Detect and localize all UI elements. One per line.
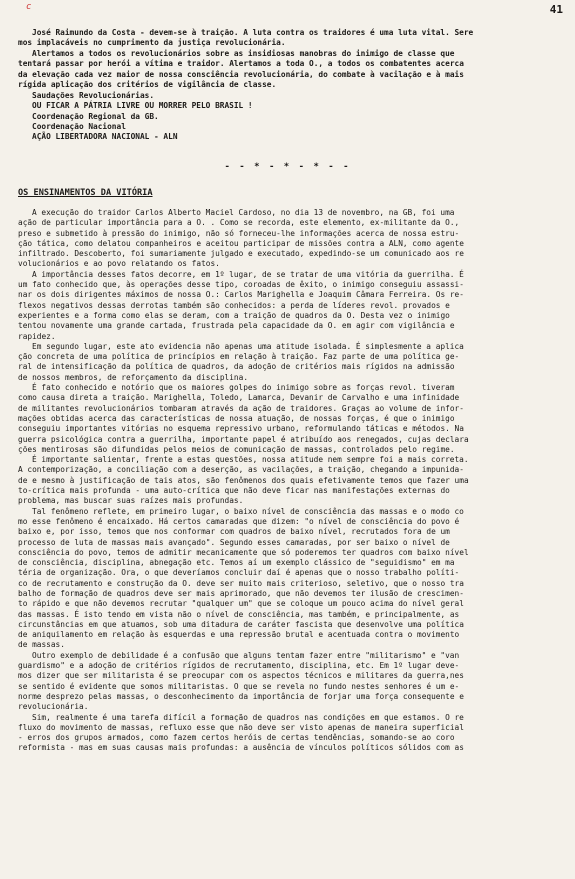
section-separator: - - * - * - * - - (224, 162, 351, 172)
closing-line: AÇÃO LIBERTADORA NACIONAL - ALN (32, 132, 178, 142)
text-line: Sim, realmente é uma tarefa difícil a formação de quadros nas condições em que estamos. O re (32, 712, 464, 722)
body-paragraph (18, 270, 574, 342)
text-line: mo esse fenômeno é encaixado. Há certos camaradas que dizem: "o nível de consciência do povo é (18, 516, 460, 526)
text-line: mos dizer que ser militarista é se preocupar com os aspectos técnicos e militares da guerra,nes (18, 671, 464, 681)
text-line: norme desprezo pelas massas, o desconhecimento da importância de forjar uma força consequente e (18, 691, 464, 701)
text-line: Outro exemplo de debilidade é a confusão que alguns tentam fazer entre "militarismo" e "van (32, 650, 460, 660)
body-paragraph (18, 383, 574, 455)
text-line: tentou novamente uma grande cartada, frustrada pela capacidade da O. em agir com vigilância e (18, 321, 455, 331)
text-line: balho de formação de quadros deve ser mais aprimorado, que não devemos ter ilusão de crescimen- (18, 588, 464, 598)
text-line: - erros dos grupos armados, como fazem certos heróis de certas tendências, somando-se ao coro (18, 733, 455, 743)
text-line: ções mentirosas são difundidas pelos meios de comunicação de massas, controlados pelo regime. (18, 444, 455, 454)
text-line: Tal fenômeno reflete, em primeiro lugar, o baixo nível de consciência das massas e o modo co (32, 506, 464, 516)
text-line: de e mesmo à justificação de tais atos, são fenômenos dos quais efetivamente temos que fazer uma (18, 475, 469, 485)
text-line: de nossos membros, de reforçamento da disciplina. (18, 372, 249, 382)
text-line: A importância desses fatos decorre, em 1º lugar, de se tratar de uma vitória da guerrilha. É (32, 269, 464, 279)
text-line: É fato conhecido e notório que os maiores golpes do inimigo sobre as forças revol. tiveram (32, 383, 455, 393)
text-line: A execução do traidor Carlos Alberto Maciel Cardoso, no dia 13 de novembro, na GB, foi uma (32, 208, 455, 217)
text-line: problema, mas buscar suas raízes mais profundas. (18, 496, 244, 506)
body-paragraph (18, 342, 574, 383)
text-line: circunstâncias em que atuamos, sob uma ditadura de caráter fascista que desenvolve uma política (18, 619, 464, 629)
top-paragraph-1 (18, 28, 574, 49)
text-line: de massas. (18, 640, 65, 650)
text-line: to-crítica mais profunda - uma auto-crítica que não deve ficar nas manifestações externas do (18, 486, 450, 496)
text-line: A contemporização, a conciliação com a deserção, as vacilações, a traição, chegando a impunida- (18, 465, 464, 475)
closing-block (32, 91, 575, 142)
page-number: 41 (549, 3, 563, 16)
text-line: consciência do povo, temos de admitir mecanicamente que só poderemos ter quadros com baixo nível (18, 547, 469, 557)
body-paragraph (18, 651, 574, 713)
text-line: rapidez. (18, 331, 56, 341)
text-line: tentará passar por herói a vítima e traidor. Alertamos a toda O., a todos os combatentes acerca (18, 59, 464, 69)
text-line: processo de luta de massas mais avançado". Segundo esses camaradas, por ser baixo o nível de (18, 537, 450, 547)
closing-line: OU FICAR A PÁTRIA LIVRE OU MORRER PELO BRASIL ! (32, 101, 253, 111)
text-line: nar os dois dirigentes máximos de nossa O.: Carlos Marighella e Joaquim Câmara Ferreira. Os re- (18, 290, 464, 300)
text-line: conseguiu importantes vitórias no esquema repressivo urbano, reformulando táticas e métodos. Na (18, 424, 464, 434)
text-line: volucionários e ao povo relatando os fatos. (18, 259, 220, 269)
text-line: guardismo" e a adoção de critérios rígidos de recrutamento, disciplina, etc. Em 1º lugar deve- (18, 661, 460, 671)
text-line: reformista - mas em suas causas mais profundas: a ausência de vínculos políticos sólidos com as (18, 743, 464, 753)
text-line: das massas. É isto tendo em vista não o nível de consciência, mas também, e principalmente, as (18, 609, 460, 619)
text-line: ção concreta de uma política de princípios em relação à traição. Faz parte de uma política ge- (18, 352, 460, 362)
text-line: se sentido é evidente que somos militaristas. O que se revela no fundo nestes senhores é um e- (18, 681, 460, 691)
text-line: como causa direta a traição. Marighella, Toledo, Lamarca, Devanir de Carvalho e uma infinidade (18, 393, 460, 403)
section-body (18, 208, 574, 754)
closing-line: Coordenação Regional da GB. (32, 111, 159, 121)
text-line: José Raimundo da Costa - devem-se à traição. A luta contra os traidores é uma luta vital. Sere (32, 28, 474, 37)
text-line: Alertamos a todos os revolucionários sobre as insidiosas manobras do inimigo de classe que (32, 49, 455, 58)
text-line: guerra psicológica contra a guerrilha, importante papel é atribuído aos renegados, cujas declara (18, 434, 469, 444)
margin-mark: c (26, 2, 32, 12)
text-line: infiltrado. Descoberto, foi sumariamente julgado e executado, expedindo-se um comunicado aos re (18, 249, 464, 259)
section-title: OS ENSINAMENTOS DA VITÓRIA (18, 188, 153, 198)
body-paragraph (18, 455, 574, 506)
text-line: ral de intensificação da política de quadros, da adoção de critérios mais rígidos na admissão (18, 362, 455, 372)
text-line: de militantes revolucionários tombaram através da ação de traidores. Graças ao volume de infor- (18, 403, 464, 413)
body-paragraph (18, 713, 574, 754)
text-line: ção tática, como delatou companheiros e aceitou participar de missões contra a ALN, como agente (18, 238, 464, 248)
text-line: mações obtidas acerca das características de nossa atuação, de nossas forças, é que o inimigo (18, 413, 455, 423)
text-line: Em segundo lugar, este ato evidencia não apenas uma atitude isolada. É simplesmente a aplica (32, 341, 464, 351)
closing-line: Saudações Revolucionárias. (32, 91, 155, 100)
text-line: da elevação cada vez maior de nossa consciência revolucionária, do combate à vacilação e à mais (18, 69, 464, 79)
text-line: experientes e a forma como elas se deram, com a traição de quadros da O. Desta vez o inimigo (18, 310, 450, 320)
text-line: É importante salientar, frente a estas questões, nossa atitude nem sempre foi a mais correta. (32, 455, 469, 465)
text-line: de aniquilamento em relação às esquerdas e uma repressão brutal e acentuada contra o movimento (18, 630, 460, 640)
text-line: rígida aplicação dos critérios de vigilância de classe. (18, 79, 277, 89)
text-line: téria de organização. Ora, o que deveríamos concluir daí é apenas que o nosso trabalho políti- (18, 568, 460, 578)
text-line: mos implacáveis no cumprimento da justiça revolucionária. (18, 38, 286, 48)
text-line: de consciência, disciplina, abnegação etc. Temos aí um exemplo clássico de "seguidismo" em ma (18, 558, 455, 568)
body-paragraph (18, 507, 574, 651)
closing-line: Coordenação Nacional (32, 121, 126, 131)
text-line: preso e submetido à pressão do inimigo, não só forneceu-lhe informações acerca de nossa estru- (18, 228, 460, 238)
text-line: revolucionária. (18, 702, 89, 712)
text-line: ação de particular importância para a O. . Como se recorda, este elemento, ex-militante da O., (18, 218, 460, 228)
text-line: baixo e, por isso, temos que nos conformar com quadros de baixo nível, recrutados fora de um (18, 527, 450, 537)
text-line: fluxo do movimento de massas, refluxo esse que não deve ser visto apenas de maneira superficial (18, 722, 464, 732)
text-line: to rápido e que não devemos recrutar "qualquer um" que se coloque um pouco acima do nível geral (18, 599, 464, 609)
text-line: co de recrutamento e construção da O. deve ser muito mais criterioso, seletivo, que o nosso tra (18, 578, 464, 588)
text-line: um fato conhecido que, às operações desse tipo, coroadas de êxito, o inimigo conseguiu assassi- (18, 280, 464, 290)
body-paragraph (18, 208, 574, 270)
text-line: flexos negativos dessas derrotas também são conhecidos: a perda de líderes revol. provados e (18, 300, 450, 310)
top-paragraph-2 (18, 49, 574, 90)
